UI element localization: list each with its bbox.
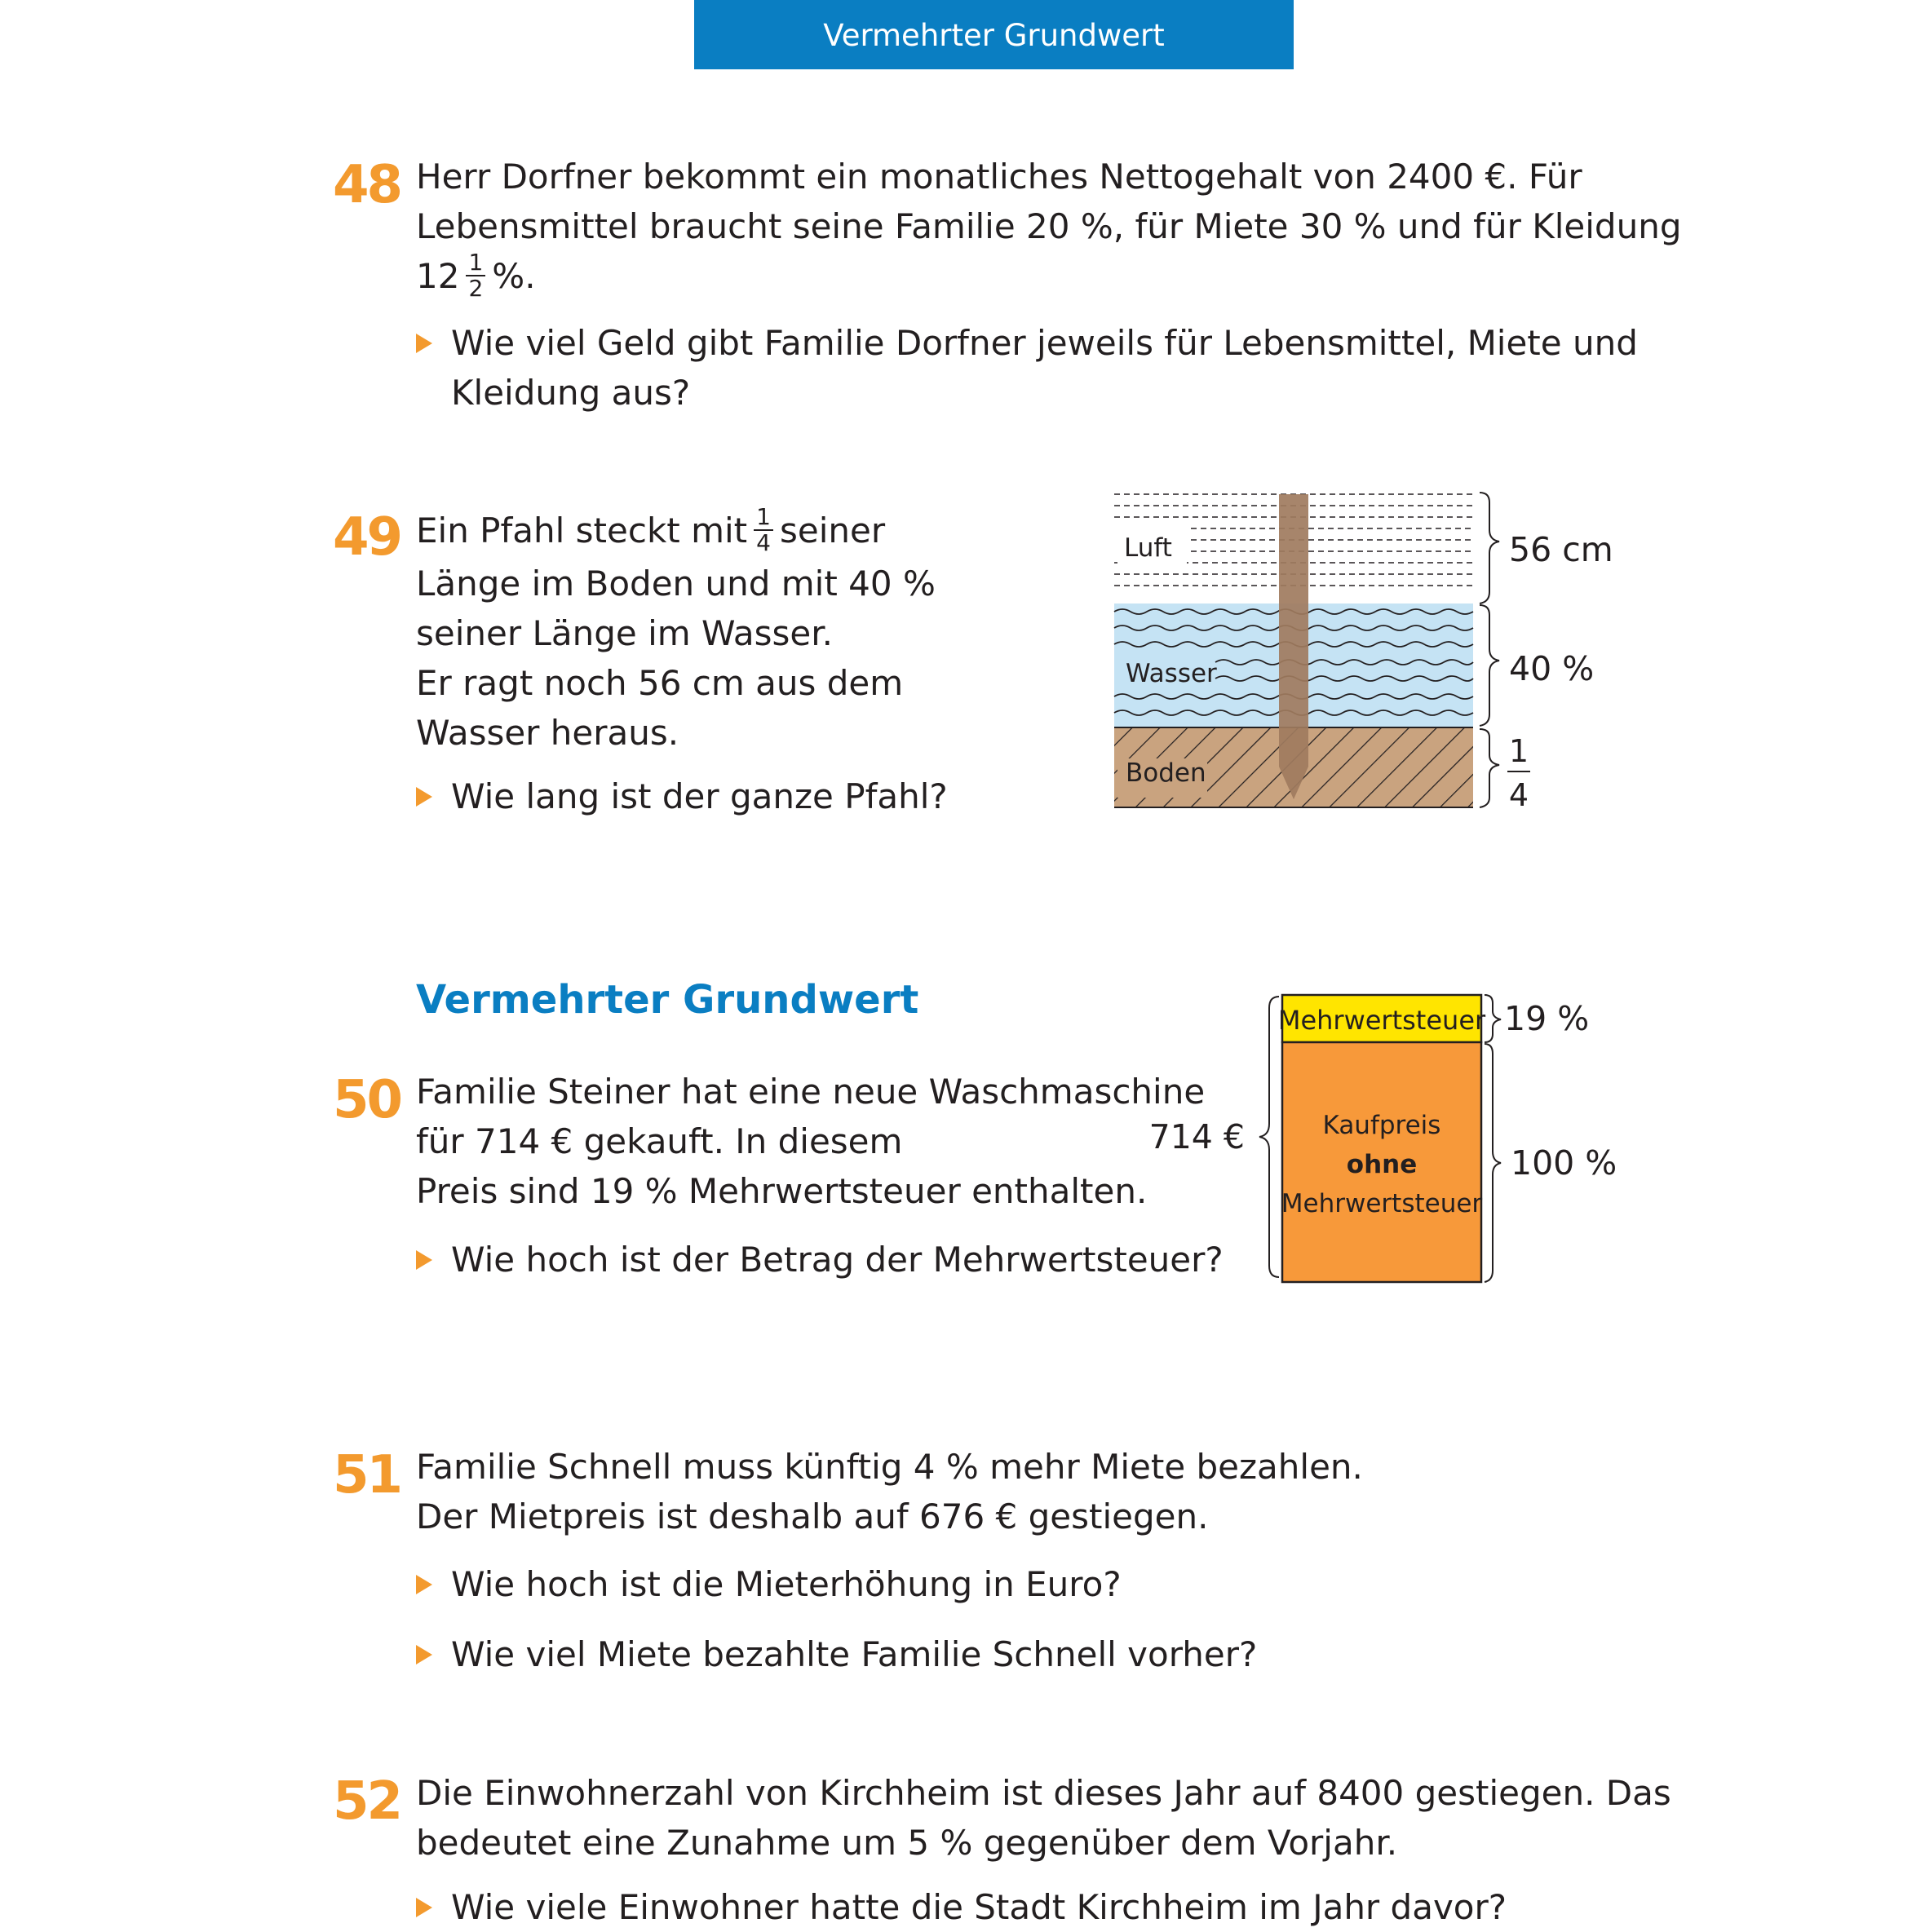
problem-51-line-2: Der Mietpreis ist deshalb auf 676 € gestiegen. [416,1497,1209,1536]
problem-51-line-1: Familie Schnell muss künftig 4 % mehr Miete bezahlen. [416,1447,1363,1487]
problem-number-52: 52 [333,1771,401,1832]
problem-number-48: 48 [333,155,401,215]
problem-number-49: 49 [333,507,401,568]
problem-48-line-1: Herr Dorfner bekommt ein monatliches Nettogehalt von 2400 €. Für [416,157,1582,197]
problem-51-question-2: Wie viel Miete bezahlte Familie Schnell vorher? [416,1629,1257,1679]
problem-50-line-1: Familie Steiner hat eine neue Waschmaschine [416,1072,1206,1112]
problem-52-line-2: bedeutet eine Zunahme um 5 % gegenüber dem Vorjahr. [416,1823,1398,1863]
problem-49-line-2: Länge im Boden und mit 40 % [416,563,936,603]
problem-52-line-1: Die Einwohnerzahl von Kirchheim ist dieses Jahr auf 8400 gestiegen. Das [416,1773,1671,1813]
problem-48-question-line-2: Kleidung aus? [451,373,691,413]
page-header-title: Vermehrter Grundwert [823,18,1165,53]
problem-number-50: 50 [333,1070,401,1130]
problem-48-line-3 [416,248,1681,304]
problem-49-question: Wie lang ist der ganze Pfahl? [416,771,948,821]
problem-52-question: Wie viele Einwohner hatte die Stadt Kirchheim im Jahr davor? [416,1882,1507,1932]
problem-50-line-2: für 714 € gekauft. In diesem [416,1121,903,1161]
problem-52-text [416,1768,1671,1868]
problem-51-text [416,1442,1363,1541]
problem-48-line-2: Lebensmittel braucht seine Familie 20 %, für Miete 30 % und für Kleidung [416,206,1682,246]
ground-fraction-numerator: 1 [1508,733,1529,769]
section-title: Vermehrter Grundwert [416,977,919,1023]
triangle-bullet-icon [416,1898,432,1917]
percent-sign-text: %. [492,256,536,296]
tax-bar-diagram [1142,979,1631,1297]
base-percent-label: 100 % [1511,1143,1617,1183]
problem-50-text [416,1067,1205,1216]
layer-label-air: Luft [1124,533,1172,563]
water-percent-label: 40 % [1509,649,1595,688]
layer-label-ground: Boden [1126,758,1206,788]
problem-49-line-4: Er ragt noch 56 cm aus dem [416,662,904,703]
triangle-bullet-icon [416,1575,432,1594]
tax-percent-label: 19 % [1504,999,1590,1038]
triangle-bullet-icon [416,1250,432,1270]
triangle-bullet-icon [416,334,432,353]
layer-label-water: Wasser [1126,659,1217,688]
base-label-line-1: Kaufpreis [1322,1111,1441,1140]
problem-48-question-line-1: Wie viel Geld gibt Familie Dorfner jeweils für Lebensmittel, Miete und [451,323,1638,363]
base-label-line-3: Mehrwertsteuer [1281,1189,1483,1218]
tax-box-label: Mehrwertsteuer [1277,1005,1486,1036]
problem-48-text [416,152,1681,304]
mixed-number-whole: 12 [416,256,460,296]
problem-48-question [416,318,1638,418]
brace-icon [1485,995,1501,1282]
problem-49-line-1: Ein Pfahl steckt mit $\frac{1}{4}$ seiner [416,502,886,556]
problem-50-question: Wie hoch ist der Betrag der Mehrwertsteuer? [416,1235,1224,1284]
triangle-bullet-icon [416,1645,432,1665]
problem-number-51: 51 [333,1445,401,1505]
total-price-label: 714 € [1148,1117,1245,1156]
problem-49-text [416,502,936,758]
base-label-line-2: ohne [1346,1150,1418,1179]
pole-layers-diagram [1101,481,1623,824]
problem-51-question-1: Wie hoch ist die Mieterhöhung in Euro? [416,1559,1122,1609]
triangle-bullet-icon [416,787,432,807]
air-height-label: 56 cm [1509,530,1613,569]
ground-fraction-denominator: 4 [1508,777,1529,813]
problem-50-line-3: Preis sind 19 % Mehrwertsteuer enthalten. [416,1171,1148,1211]
problem-49-line-5: Wasser heraus. [416,712,679,753]
brace-icon [1480,493,1499,807]
page-header-bar [694,0,1294,69]
pole-shape [1279,494,1308,799]
fraction-one-half: $\frac{1}{2}$ [466,250,485,301]
fraction-one-quarter: $\frac{1}{4}$ [754,505,773,555]
brace-icon [1259,997,1279,1277]
problem-49-line-3: seiner Länge im Wasser. [416,612,833,653]
